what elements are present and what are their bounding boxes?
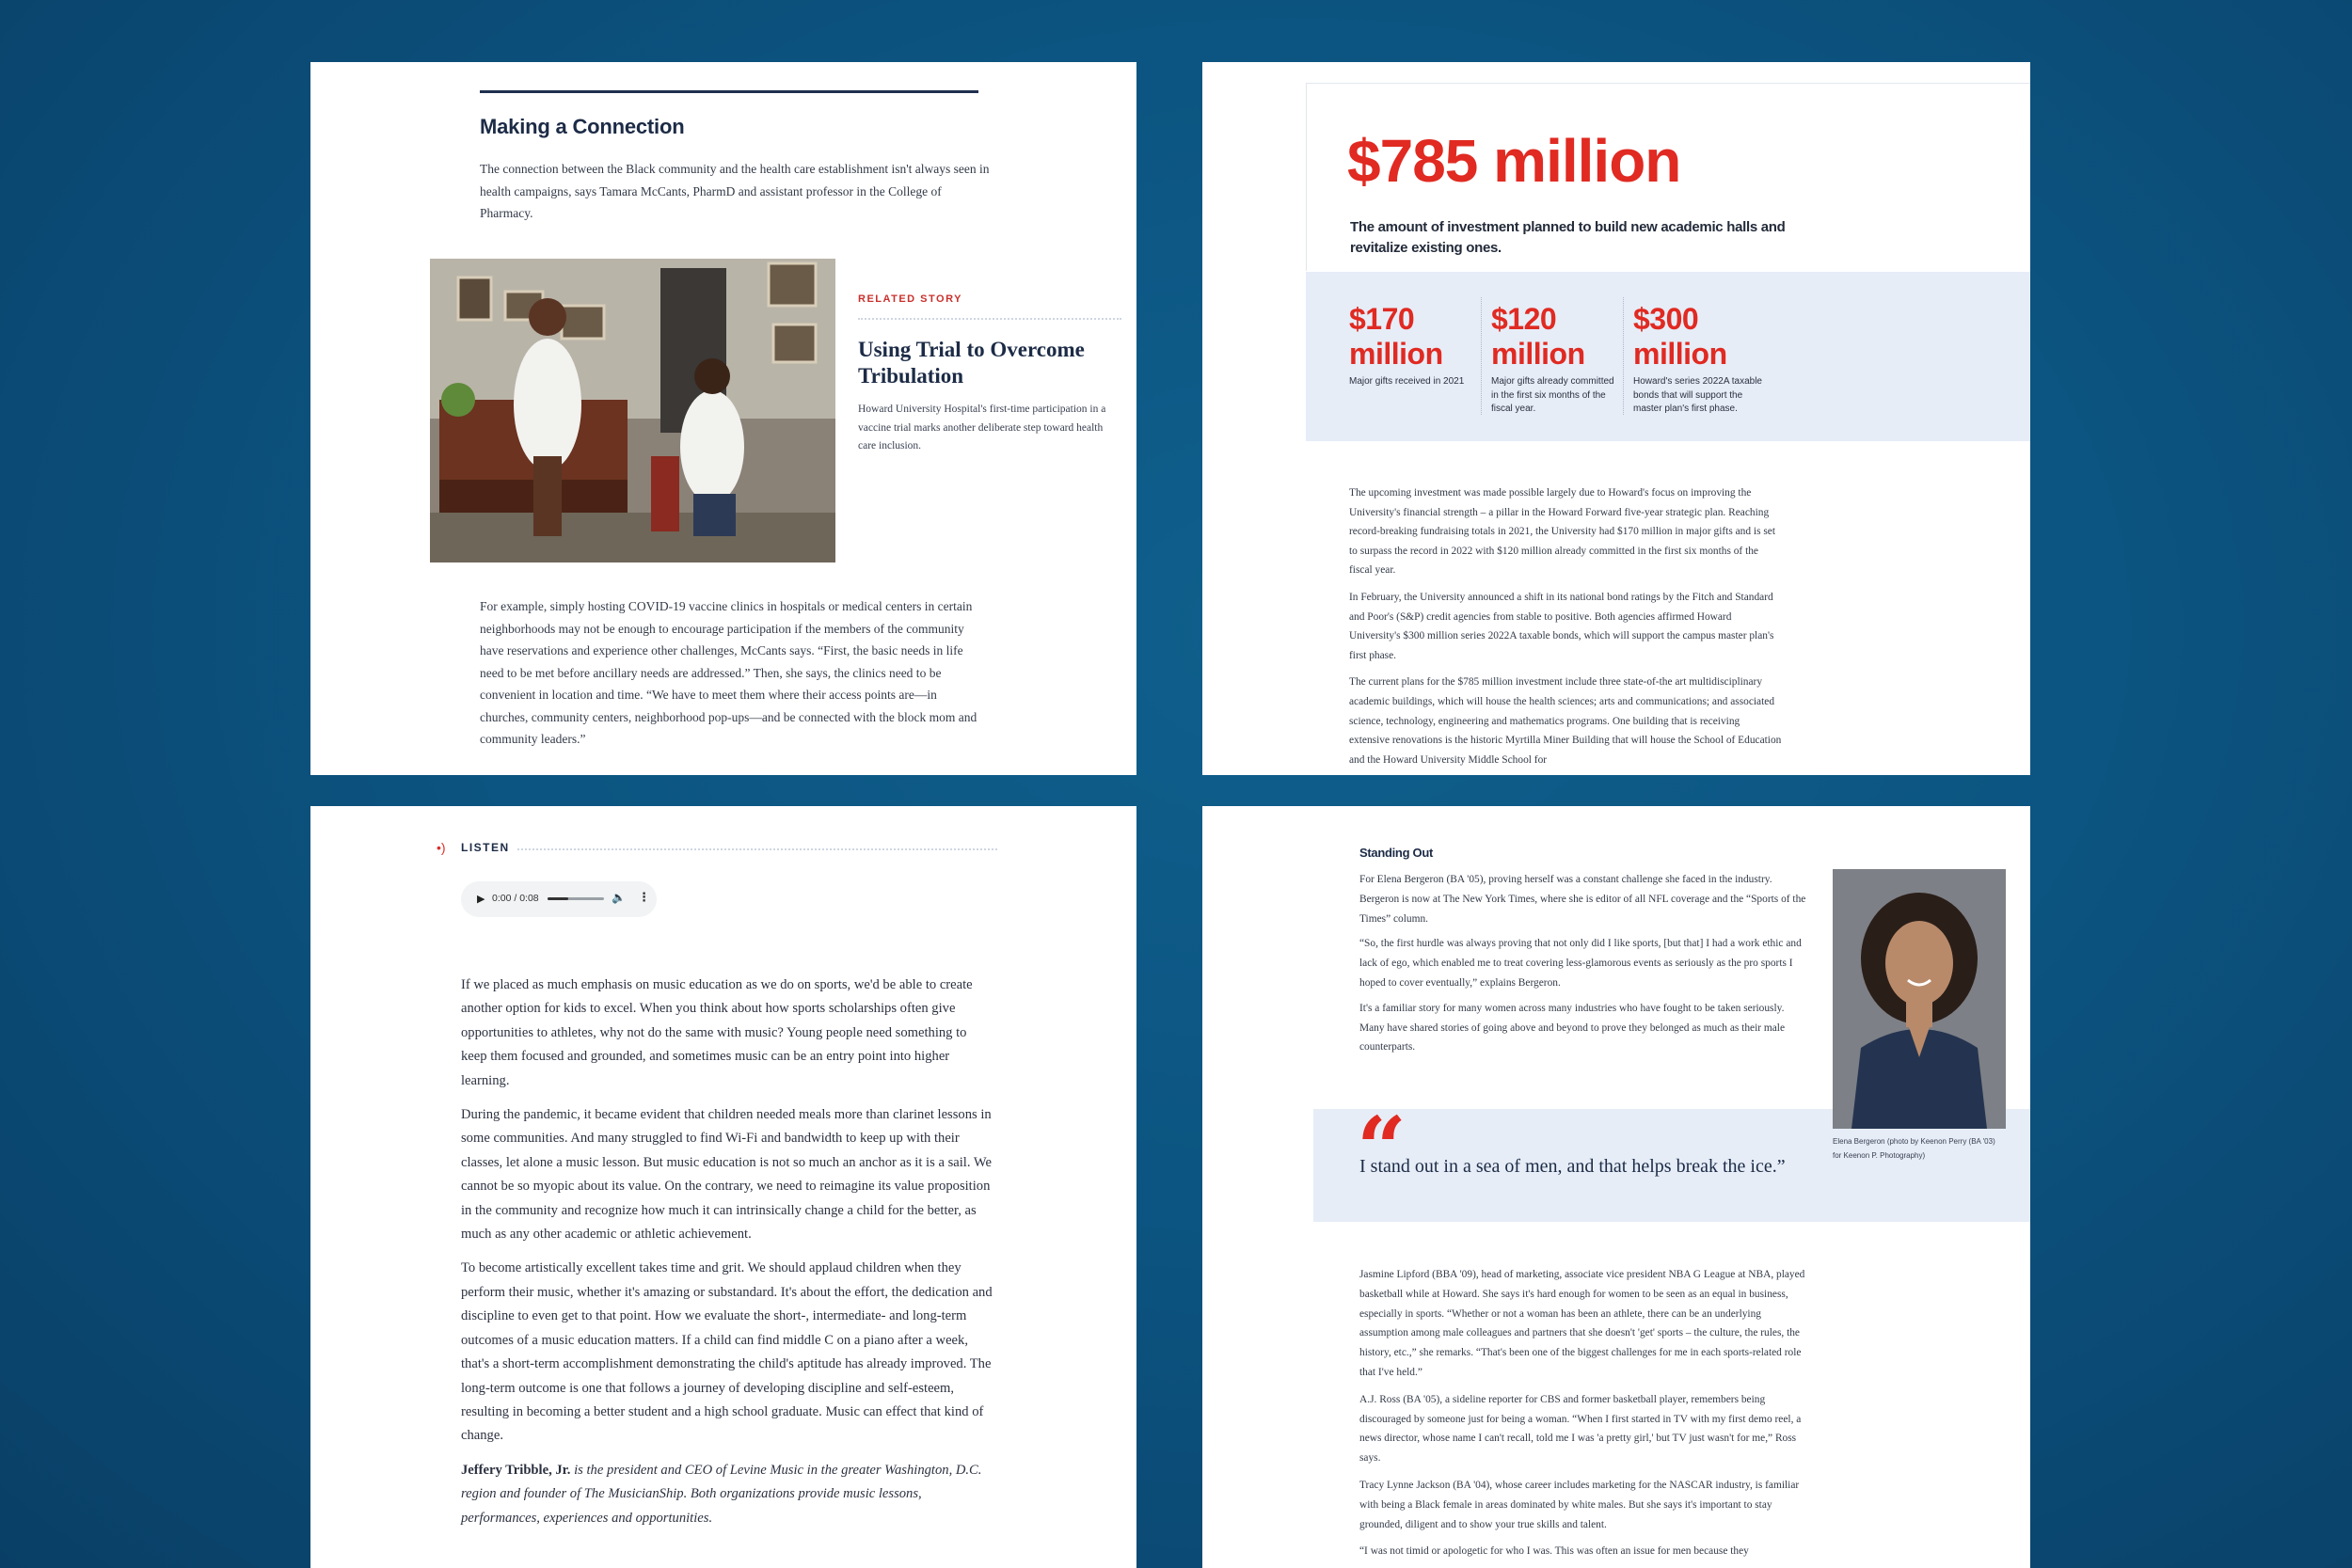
related-story-summary: Howard University Hospital's first-time participation in a vaccine trial marks another deliberate step toward health care inclusion. (858, 404, 1106, 451)
play-icon[interactable]: ▶ (477, 894, 485, 905)
dotted-divider (858, 318, 1121, 320)
section-rule (480, 90, 978, 93)
body-paragraph: “So, the first hurdle was always proving that not only did I like sports, [but that] I had a work ethic and lack of ego, which enabled me to treat covering less-glamorous events as seriously as the pro sports I hoped to cover eventually,” explains Bergeron. (1359, 938, 1802, 989)
article-body (1349, 483, 1782, 775)
portrait-caption: Elena Bergeron (photo by Keenon Perry (BA '03) for Keenon P. Photography) (1833, 1137, 1995, 1160)
stat-block (1633, 302, 1765, 417)
body-paragraph: A.J. Ross (BA '05), a sideline reporter for CBS and former basketball player, remembers being discouraged by someone just for being a woman. “When I first started in TV with my first demo reel, a news director, whose name I can't recall, told me I was 'a pretty girl,' but TV just wasn't for me,” Ross says. (1359, 1393, 1802, 1465)
body-paragraph: For Elena Bergeron (BA '05), proving herself was a constant challenge she faced in the industry. Bergeron is now at The New York Times, where she is editor of all NFL coverage and the “Sports of the Times” column. (1359, 874, 1806, 925)
pull-quote: I stand out in a sea of men, and that helps break the ice.” (1359, 1156, 1786, 1177)
stat-value: $120 million (1491, 302, 1585, 371)
body-paragraph: If we placed as much emphasis on music education as we do on sports, we'd be able to create another option for kids to excel. When you think about how sports scholarships often give opportunities to athletes, why not do the same with music? Young people need something to keep them focused and grounded, and sometimes music can be an entry point into higher learning. (461, 977, 973, 1088)
section-heading: Standing Out (1359, 846, 1433, 860)
stat-description: Major gifts already committed in the first six months of the fiscal year. (1491, 376, 1614, 414)
speaker-icon: •) (437, 840, 446, 855)
stat-value: $300 million (1633, 302, 1727, 371)
article-body (461, 974, 993, 1541)
body-paragraph: For example, simply hosting COVID-19 vaccine clinics in hospitals or medical centers in certain neighborhoods may not be enough to encourage participation if the members of the community have reservations and experience other challenges, McCants says. “First, the basic needs in life need to be met before ancillary needs are addressed.” Then, she says, the clinics need to be convenient in location and time. “We have to meet them where their access points are—in churches, community centers, neighborhood pop-ups—and be connected with the block mom and community leaders.” (480, 599, 977, 746)
stat-block (1491, 302, 1623, 417)
frame-rule-vertical (1306, 83, 1307, 271)
article-body-bottom (1359, 1265, 1806, 1568)
stat-block (1349, 302, 1481, 389)
doctors-photo-illustration (430, 259, 835, 562)
related-story-label: RELATED STORY (858, 293, 962, 305)
listen-label: LISTEN (461, 841, 510, 854)
body-paragraph: It's a familiar story for many women across many industries who have fought to be taken seriously. Many have shared stories of going above and beyond to prove they belonged as much as their male counterparts. (1359, 1002, 1786, 1053)
portrait-illustration (1833, 869, 2006, 1129)
body-paragraph: During the pandemic, it became evident that children needed meals more than clarinet lessons in some communities. And many struggled to find Wi-Fi and bandwidth to keep up with their classes, let alone a music lesson. But music education is not so much an anchor as it is a sail. We cannot be so myopic about its value. On the contrary, we need to reimagine its value proposition in the community and recognize how much it can intrinsically change a child for the better, as much as any other academic or athletic achievement. (461, 1107, 992, 1243)
more-options-icon[interactable]: ⋮ (638, 890, 650, 904)
stat-description: Howard's series 2022A taxable bonds that will support the master plan's first phase. (1633, 376, 1762, 414)
body-paragraph: Jasmine Lipford (BBA '09), head of marketing, associate vice president NBA G League at NBA, played basketball while at Howard. She says it's hard enough for women to be seen as an equal in business, especially in sports. “Whether or not a woman has been an athlete, there can be an underlying assumption among male colleagues and partners that she doesn't 'get' sports – the culture, the rules, the history, etc.,” she remarks. “That's been one of the biggest challenges for me in each sports-related role that I've held.” (1359, 1269, 1805, 1378)
author-bio-text: is the president and CEO of Levine Music in the greater Washington, D.C. region and founder of The MusicianShip. Both organizations provide music lessons, performances, experiences and opportunities. (461, 1462, 982, 1526)
article-panel-standing-out (1202, 806, 2030, 1568)
stat-value: $170 million (1349, 302, 1443, 371)
quote-mark-icon: “ (1357, 1098, 1406, 1199)
body-paragraph: The upcoming investment was made possible largely due to Howard's focus on improving the University's financial strength – a pillar in the Howard Forward five-year strategic plan. Reaching record-breaking fundraising totals in 2021, the University had $170 million in major gifts and is set to surpass the record in 2022 with $120 million already committed in the first six months of the fiscal year. (1349, 487, 1776, 577)
audio-time: 0:00 / 0:08 (492, 893, 539, 904)
portrait-photo (1833, 869, 2006, 1129)
related-story-title-link[interactable]: Using Trial to Overcome Tribulation (858, 338, 1085, 388)
article-panel-making-connection (310, 62, 1136, 775)
stat-description: Major gifts received in 2021 (1349, 376, 1465, 387)
section-heading: Making a Connection (480, 115, 685, 138)
dotted-divider (517, 848, 997, 850)
article-body-top (1359, 870, 1806, 1063)
stat-divider (1481, 297, 1482, 415)
author-bio (461, 1459, 993, 1530)
doctors-photo (430, 259, 835, 562)
intro-paragraph: The connection between the Black community and the health care establishment isn't always seen in health campaigns, says Tamara McCants, PharmD and assistant professor in the College of Pharmacy. (480, 162, 990, 220)
author-name: Jeffery Tribble, Jr. (461, 1462, 571, 1478)
audio-seek-progress (548, 897, 568, 900)
headline-figure: $785 million (1347, 127, 1681, 195)
article-panel-music-education (310, 806, 1136, 1568)
body-paragraph: “I was not timid or apologetic for who I was. This was often an issue for men because they (1359, 1545, 1749, 1558)
stat-divider (1623, 297, 1624, 415)
body-paragraph: Tracy Lynne Jackson (BA '04), whose career includes marketing for the NASCAR industry, is familiar with being a Black female in areas dominated by white males. But she says it's important to stay grounded, diligent and to show your true skills and talent. (1359, 1479, 1800, 1530)
body-paragraph: To become artistically excellent takes time and grit. We should applaud children when they perform their music, whether it's amazing or substandard. It's about the effort, the dedication and discipline to even get to that point. How we evaluate the short-, intermediate- and long-term outcomes of a music education matters. If a child can find middle C on a piano after a week, that's a short-term accomplishment demonstrating the child's aptitude has already improved. The long-term outcome is one that follows a journey of developing discipline and self-esteem, resulting in becoming a better student and a high school graduate. Music can effect that kind of change. (461, 1260, 993, 1444)
article-panel-investment (1202, 62, 2030, 775)
frame-rule (1306, 83, 2030, 84)
body-paragraph: In February, the University announced a shift in its national bond ratings by the Fitch and Standard and Poor's (S&P) credit agencies from stable to positive. Both agencies affirmed Howard University's $300 million series 2022A taxable bonds, which will support the campus master plan's first phase. (1349, 591, 1774, 661)
headline-subtitle: The amount of investment planned to build new academic halls and revitalize existing ones. (1350, 219, 1786, 256)
volume-icon[interactable]: 🔈 (612, 891, 626, 904)
body-paragraph: The current plans for the $785 million investment include three state-of-the art multidisciplinary academic buildings, which will house the health sciences; arts and communications; and associated science, technology, engineering and mathematics programs. One building that is receiving extensive renovations is the historic Myrtilla Miner Building that will house the School of Education and the Howard University Middle School for (1349, 676, 1782, 766)
